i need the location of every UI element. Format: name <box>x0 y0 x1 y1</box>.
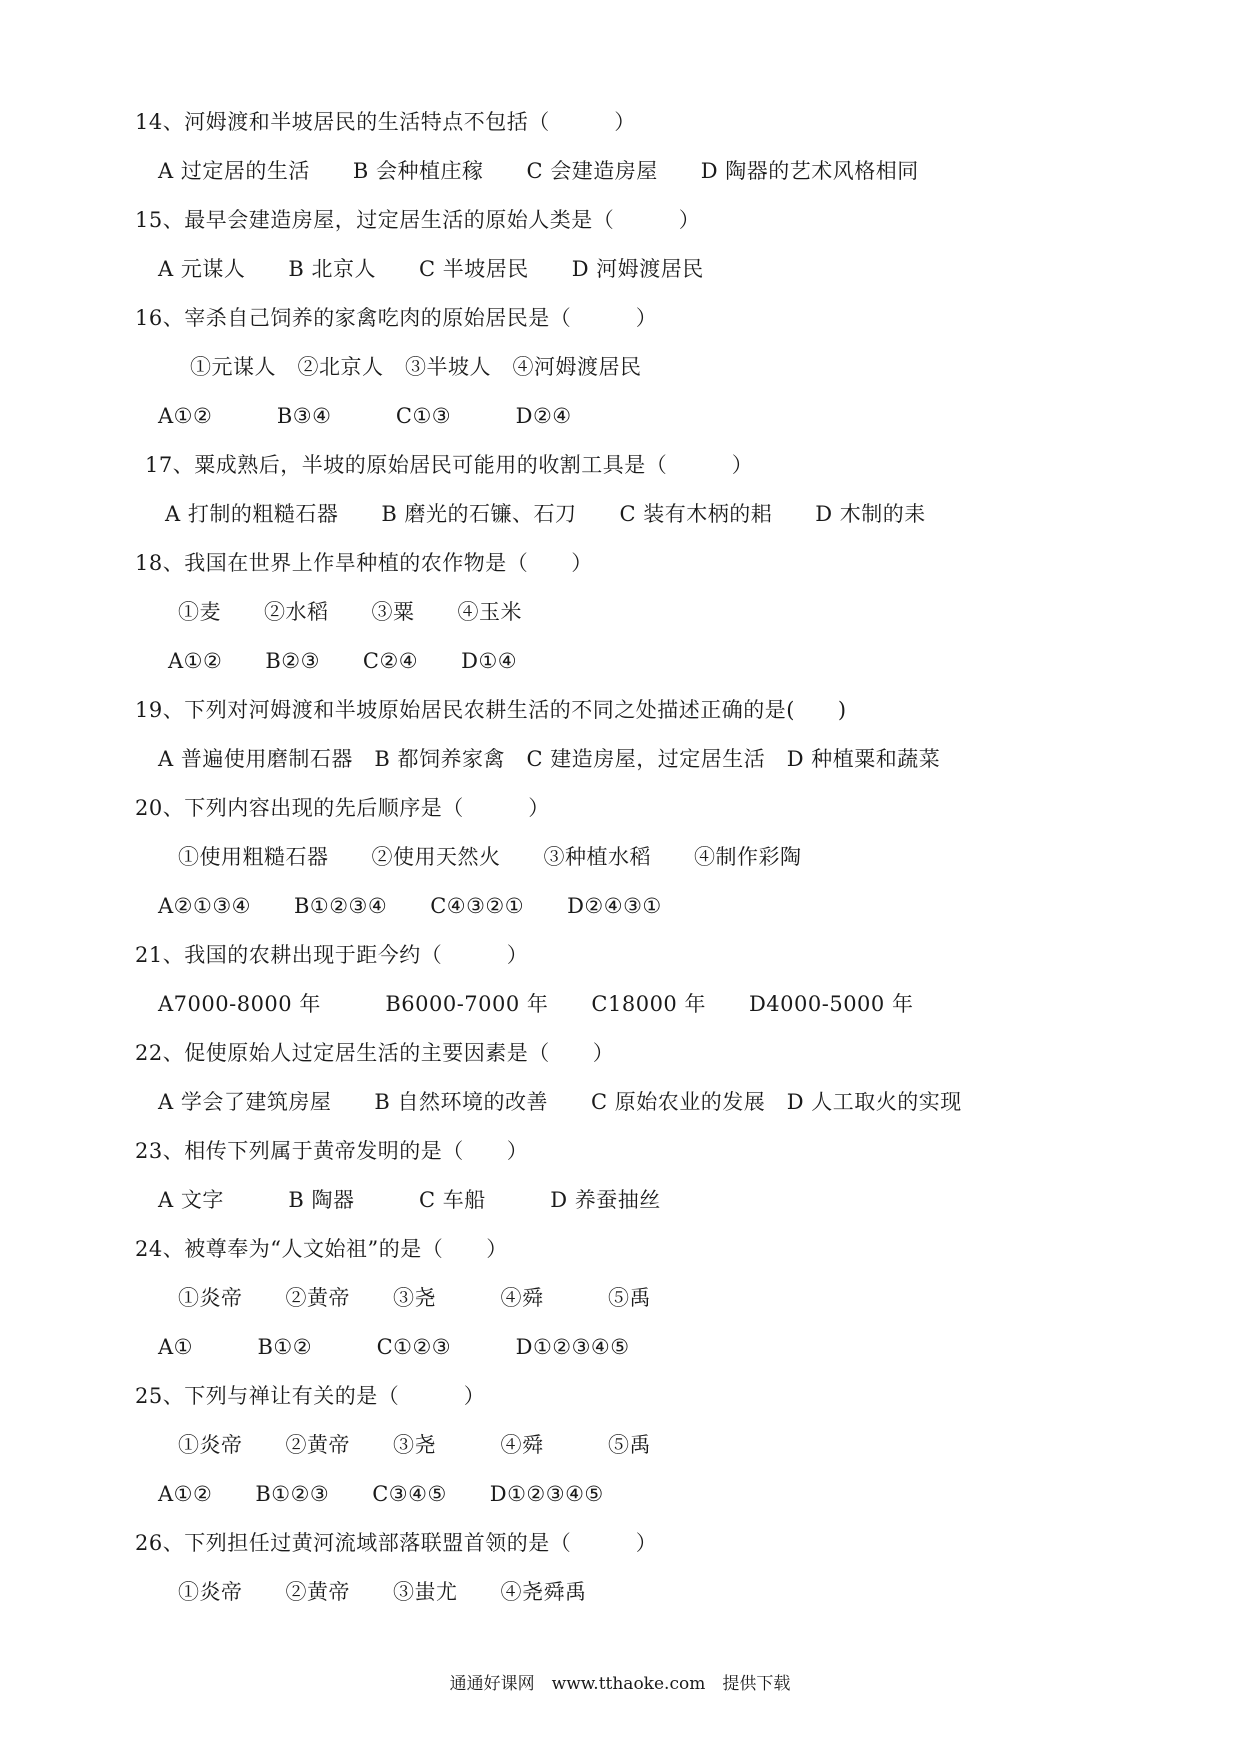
question-16-options: A①② B③④ C①③ D②④ <box>158 404 572 428</box>
question-14-stem: 14、河姆渡和半坡居民的生活特点不包括（ ） <box>135 110 636 134</box>
question-20-stem: 20、下列内容出现的先后顺序是（ ） <box>135 796 550 820</box>
question-26-stem: 26、下列担任过黄河流域部落联盟首领的是（ ） <box>135 1531 658 1555</box>
question-19-options: A 普遍使用磨制石器 B 都饲养家禽 C 建造房屋，过定居生活 D 种植粟和蔬菜 <box>158 747 941 771</box>
page-footer: 通通好课网 www.tthaoke.com 提供下载 <box>449 1674 791 1694</box>
question-15-stem: 15、最早会建造房屋，过定居生活的原始人类是（ ） <box>135 208 701 232</box>
question-24-stem: 24、被尊奉为“人文始祖”的是（ ） <box>135 1237 508 1261</box>
question-18-stem: 18、我国在世界上作旱种植的农作物是（ ） <box>135 551 593 575</box>
question-18-options: A①② B②③ C②④ D①④ <box>168 649 518 673</box>
question-15-options: A 元谋人 B 北京人 C 半坡居民 D 河姆渡居民 <box>158 257 704 281</box>
question-22-options: A 学会了建筑房屋 B 自然环境的改善 C 原始农业的发展 D 人工取火的实现 <box>158 1090 962 1114</box>
question-17-options: A 打制的粗糙石器 B 磨光的石镰、石刀 C 装有木柄的耜 D 木制的耒 <box>165 502 926 526</box>
question-17-stem: 17、粟成熟后，半坡的原始居民可能用的收割工具是（ ） <box>145 453 754 477</box>
question-23-options: A 文字 B 陶器 C 车船 D 养蚕抽丝 <box>158 1188 661 1212</box>
question-21-stem: 21、我国的农耕出现于距今约（ ） <box>135 943 529 967</box>
question-22-stem: 22、促使原始人过定居生活的主要因素是（ ） <box>135 1041 615 1065</box>
question-20-options: A②①③④ B①②③④ C④③②① D②④③① <box>158 894 662 918</box>
question-23-stem: 23、相传下列属于黄帝发明的是（ ） <box>135 1139 529 1163</box>
question-16-stem: 16、宰杀自己饲养的家禽吃肉的原始居民是（ ） <box>135 306 658 330</box>
question-19-stem: 19、下列对河姆渡和半坡原始居民农耕生活的不同之处描述正确的是( ) <box>135 698 847 722</box>
question-16-items: ①元谋人 ②北京人 ③半坡人 ④河姆渡居民 <box>190 355 642 379</box>
question-24-items: ①炎帝 ②黄帝 ③尧 ④舜 ⑤禹 <box>178 1286 651 1310</box>
question-20-items: ①使用粗糙石器 ②使用天然火 ③种植水稻 ④制作彩陶 <box>178 845 802 869</box>
question-18-items: ①麦 ②水稻 ③粟 ④玉米 <box>178 600 522 624</box>
question-25-stem: 25、下列与禅让有关的是（ ） <box>135 1384 486 1408</box>
question-25-options: A①② B①②③ C③④⑤ D①②③④⑤ <box>158 1482 604 1506</box>
question-21-options: A7000-8000 年 B6000-7000 年 C18000 年 D4000-5000 年 <box>158 992 914 1016</box>
question-26-items: ①炎帝 ②黄帝 ③蚩尤 ④尧舜禹 <box>178 1580 587 1604</box>
question-25-items: ①炎帝 ②黄帝 ③尧 ④舜 ⑤禹 <box>178 1433 651 1457</box>
question-24-options: A① B①② C①②③ D①②③④⑤ <box>158 1335 630 1359</box>
question-14-options: A 过定居的生活 B 会种植庄稼 C 会建造房屋 D 陶器的艺术风格相同 <box>158 159 919 183</box>
